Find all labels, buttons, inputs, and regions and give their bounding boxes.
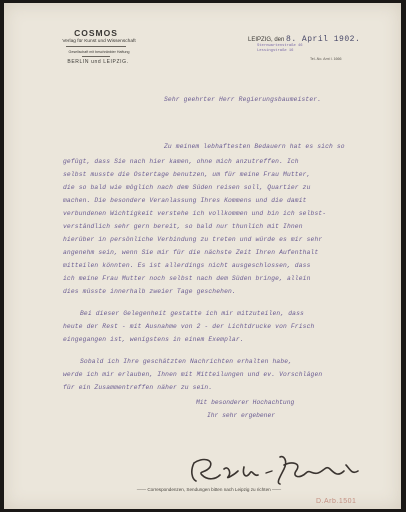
letter-line: heute der Rest - mit Ausnahme von 2 - der Lichtdrucke von Frisch [63,323,315,330]
date-value: 8. April 1902. [286,35,361,44]
letter-line: für ein Zusammentreffen näher zu sein. [63,384,213,391]
closing-line-2: Ihr sehr ergebener [207,412,276,419]
handwritten-signature [184,451,369,485]
stamp-line-2: Lessingstraße 16 [257,48,294,53]
letter-line: angenehm sein, wenn Sie mir für die nächste Zeit Ihren Aufenthalt [63,249,319,256]
archive-mark: D.Arb.1501 [316,498,357,505]
letterhead-city: BERLIN und LEIPZIG. [67,59,129,65]
date-prefix: LEIPZIG, den [248,37,285,43]
letterhead-company: Gesellschaft mit beschränkter Haftung [68,50,130,54]
footer-note: —— Correspondenzen, Sendungen bitten nach Leipzig zu richten —— [136,487,282,492]
letterhead-brand: COSMOS [74,28,118,38]
address-stamp [257,44,303,54]
stamp-line-1: Sternwartenstraße 46 [257,44,303,48]
letter-line: gefügt, dass Sie nach hier kamen, ohne mich anzutreffen. Ich [63,158,299,165]
letter-line: Zu meinem lebhaftesten Bedauern hat es sich so [164,143,345,150]
closing-line-1: Mit besonderer Hochachtung [196,399,295,406]
letter-line: dies müsste innerhalb zweier Tage geschehen. [63,288,236,295]
letter-line: verbundenen Wichtigkeit verstehe ich vollkommen und bin ich selbst- [63,210,327,217]
letter-line: machen. Die besondere Veranlassung Ihres Kommens und die damit [63,197,307,204]
letter-line: Sobald ich Ihre geschätzten Nachrichten erhalten habe, [80,358,293,365]
telephone-number: Tel.-No. Amt I. 1666 [310,57,342,61]
letter-line: selbst musste die Ostertage benutzen, um für meine Frau Mutter, [63,171,311,178]
letter-line: eingegangen ist, wenigstens in einem Exemplar. [63,336,244,343]
letter-line: verständlich sehr gern bereit, so bald nur thunlich mit Ihnen [63,223,303,230]
letterhead-rule [66,46,126,47]
salutation: Sehr geehrter Herr Regierungsbaumeister. [164,96,322,103]
letterhead-publisher: Verlag für Kunst und Wissenschaft [62,39,136,44]
letter-line: Bei dieser Gelegenheit gestatte ich mir mitzuteilen, dass [80,310,304,317]
letter-line: ich meine Frau Mutter noch selbst nach dem Süden bringe, allein [63,275,311,282]
letter-sheet [4,3,401,509]
date-line [248,35,360,44]
letterhead-rule-short [82,56,110,57]
letter-line: die so bald wie möglich nach dem Süden reisen soll, Quartier zu [63,184,311,191]
letter-line: hierüber in persönliche Verbindung zu treten und würde es mir sehr [63,236,323,243]
letter-line: mitteilen könnten. Es ist allerdings nicht ausgeschlossen, dass [63,262,311,269]
letter-line: werde ich mir erlauben, Ihnen mit Mitteilungen und ev. Vorschlägen [63,371,323,378]
